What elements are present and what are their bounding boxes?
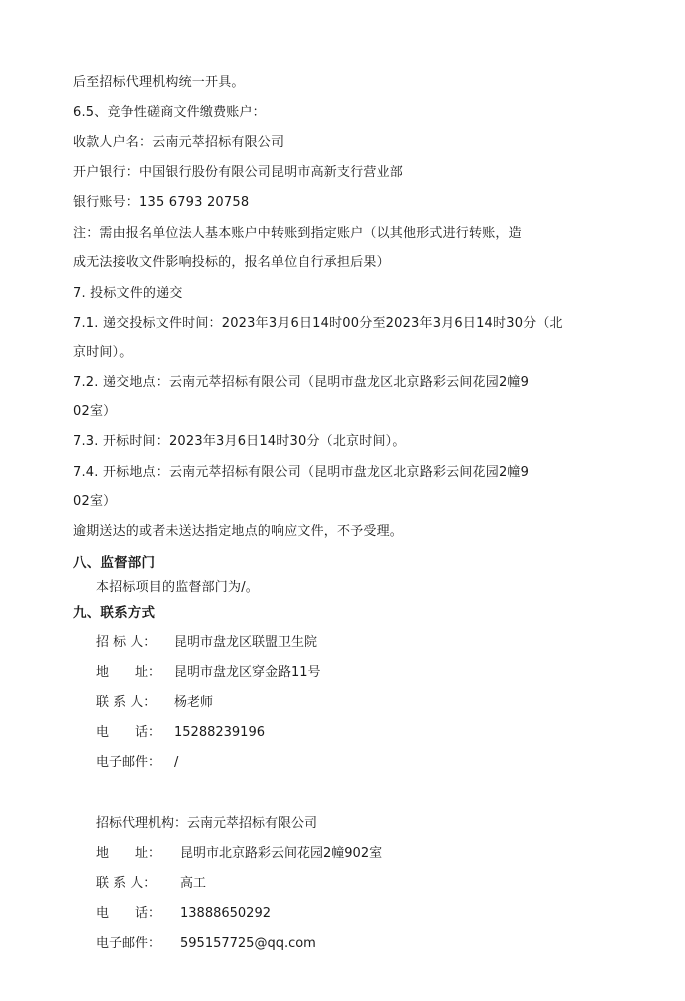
contact-row (96, 634, 317, 652)
contact-label: 地 址： (96, 846, 162, 861)
section-heading: 九、联系方式 (73, 605, 156, 621)
contact-value: 昆明市盘龙区联盟卫生院 (174, 635, 318, 650)
contact-label: 电子邮件： (96, 755, 162, 770)
contact-row (96, 724, 265, 742)
contact-value: 杨老师 (174, 695, 214, 710)
text-line: 注：需由报名单位法人基本账户中转账到指定账户（以其他形式进行转账，造 (73, 226, 522, 241)
text-line: 京时间）。 (73, 345, 133, 360)
contact-label: 招 标 人： (96, 635, 157, 650)
contact-label: 电 话： (96, 725, 162, 740)
text-line: 02室） (73, 494, 117, 509)
contact-row (96, 664, 321, 682)
text-line: 02室） (73, 404, 117, 419)
contact-label: 联 系 人： (96, 876, 157, 891)
text-line: 7.4. 开标地点：云南元萃招标有限公司（昆明市盘龙区北京路彩云间花园2幢9 (73, 465, 530, 480)
text-line: 7. 投标文件的递交 (73, 286, 183, 301)
section-heading: 八、监督部门 (73, 555, 156, 571)
text-line: 7.1. 递交投标文件时间：2023年3月6日14时00分至2023年3月6日14时30分（北 (73, 316, 563, 331)
text-line: 逾期送达的或者未送达指定地点的响应文件，不予受理。 (73, 524, 404, 539)
text-line: 成无法接收文件影响投标的，报名单位自行承担后果） (73, 255, 390, 270)
contact-label: 地 址： (96, 665, 162, 680)
text-line: 开户银行：中国银行股份有限公司昆明市高新支行营业部 (73, 165, 404, 180)
contact-value: 13888650292 (180, 906, 271, 921)
agency-value: 云南元萃招标有限公司 (187, 816, 318, 831)
contact-label: 联 系 人： (96, 695, 157, 710)
text-line: 后至招标代理机构统一开具。 (73, 75, 245, 90)
contact-row (96, 754, 178, 772)
contact-row (96, 875, 206, 893)
contact-row (96, 935, 316, 953)
text-line: 本招标项目的监督部门为/。 (96, 580, 259, 595)
text-line: 7.3. 开标时间：2023年3月6日14时30分（北京时间）。 (73, 434, 406, 449)
contact-value: 昆明市盘龙区穿金路11号 (174, 665, 321, 680)
contact-value: / (174, 755, 179, 770)
contact-row (96, 845, 382, 863)
text-line: 收款人户名：云南元萃招标有限公司 (73, 135, 285, 150)
contact-label: 电子邮件： (96, 936, 162, 951)
email-value[interactable]: 595157725@qq.com (180, 936, 316, 951)
contact-row (96, 694, 213, 712)
contact-value: 15288239196 (174, 725, 265, 740)
contact-value: 高工 (180, 876, 207, 891)
agency-label: 招标代理机构： (96, 816, 188, 831)
contact-value: 昆明市北京路彩云间花园2幢902室 (180, 846, 383, 861)
text-line: 7.2. 递交地点：云南元萃招标有限公司（昆明市盘龙区北京路彩云间花园2幢9 (73, 375, 530, 390)
contact-row (96, 905, 271, 923)
agency-row (96, 815, 317, 833)
text-line: 银行账号：135 6793 20758 (73, 195, 250, 210)
text-line: 6.5、竞争性磋商文件缴费账户： (73, 105, 266, 120)
contact-label: 电 话： (96, 906, 162, 921)
